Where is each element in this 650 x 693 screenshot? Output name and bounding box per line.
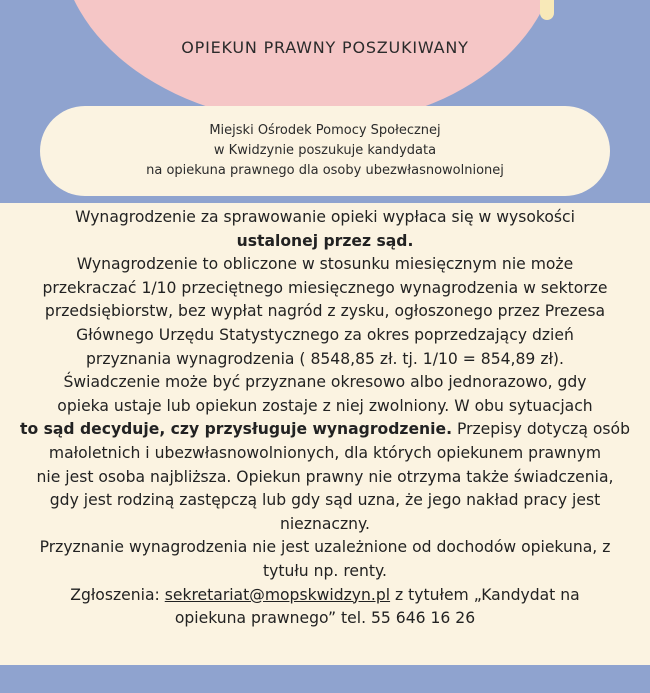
body-line: przekraczać 1/10 przeciętnego miesięcznego wynagrodzenia w sektorze [42,278,608,297]
body-line: Głównego Urzędu Statystycznego za okres poprzedzający dzień [76,325,574,344]
body-line: przedsiębiorstw, bez wypłat nagród z zysku, ogłoszonego przez Prezesa [44,302,606,321]
body-line: przyznania wynagrodzenia ( 8548,85 zł. tj. 1/10 = 854,89 zł). [86,349,564,368]
contact-suffix: z tytułem „Kandydat na [390,585,580,604]
body-line: opieka ustaje lub opiekun zostaje z niej zwolniony. W obu sytuacjach [57,396,593,415]
poster-title: OPIEKUN PRAWNY POSZUKIWANY [181,38,469,57]
body-line: Wynagrodzenie za sprawowanie opieki wypłaca się w wysokości [75,208,575,226]
body-line-rest: Przepisy dotyczą osób [452,420,630,439]
body-line: małoletnich i ubezwłasnowolnionych, dla których opiekunem prawnym [48,443,602,462]
body-line-bold: to sąd decyduje, czy przysługuje wynagrodzenie. [20,420,452,439]
body-line: Przyznanie wynagrodzenia nie jest uzależnione od dochodów opiekuna, z [39,538,611,557]
body-line: gdy jest rodziną zastępczą lub gdy sąd uzna, że jego nakład pracy jest [49,491,601,510]
body-line: tytułu np. renty. [263,561,387,580]
intro-line-3: na opiekuna prawnego dla osoby ubezwłasnowolnionej [146,163,504,178]
contact-email-link[interactable]: sekretariat@mopskwidzyn.pl [164,585,391,604]
body-line-bold: ustalonej przez sąd. [236,231,414,250]
intro-box [40,106,610,196]
body-line: nieznaczny. [279,514,371,533]
contact-label: Zgłoszenia: [70,585,165,604]
intro-line-1: Miejski Ośrodek Pomocy Społecznej [209,123,441,138]
body-line: nie jest osoba najbliższa. Opiekun prawny nie otrzyma także świadczenia, [36,467,614,486]
body-line: Świadczenie może być przyznane okresowo albo jednorazowo, gdy [63,373,587,392]
contact-phone-line: opiekuna prawnego” tel. 55 646 16 26 [174,609,476,628]
intro-line-2: w Kwidzynie poszukuje kandydata [213,143,437,158]
decorative-yellow-accent [540,0,554,20]
body-text [0,206,650,631]
body-line: Wynagrodzenie to obliczone w stosunku miesięcznym nie może [76,255,574,274]
